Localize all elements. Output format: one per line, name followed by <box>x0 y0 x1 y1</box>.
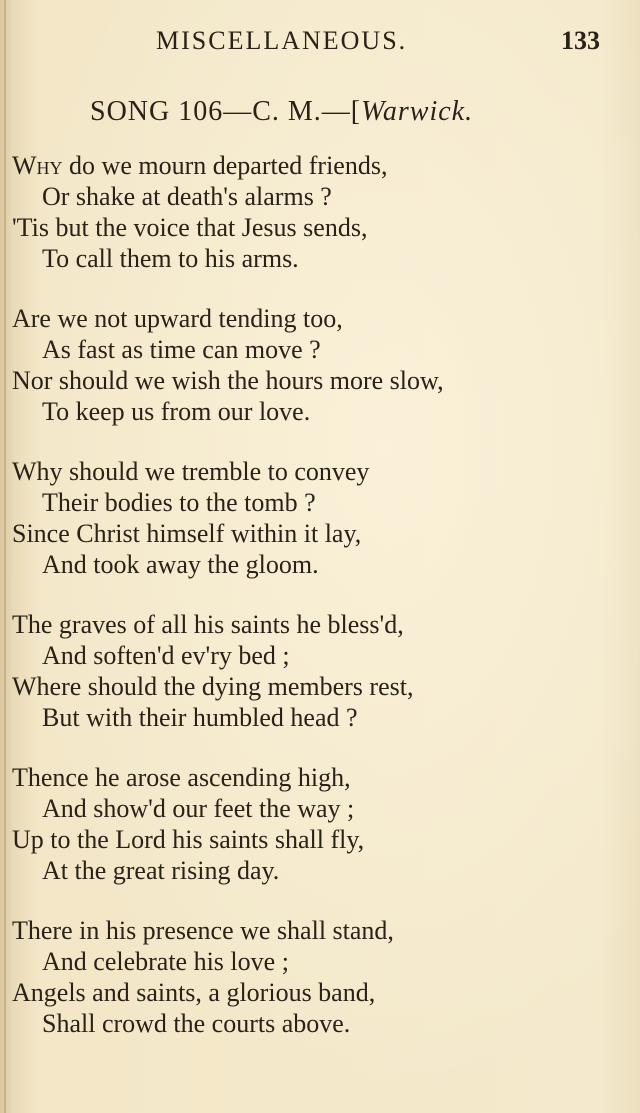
stanza-1 <box>12 150 632 274</box>
song-heading <box>90 96 473 128</box>
verse-line: Why should we tremble to convey <box>12 457 370 486</box>
verse-line: To keep us from our love. <box>42 397 311 426</box>
stanza-2 <box>12 303 632 427</box>
verse-line: At the great rising day. <box>42 856 280 885</box>
page-number: 133 <box>561 26 600 55</box>
song-number-meter: SONG 106—C. M.—[ <box>90 96 362 127</box>
verse-line: Nor should we wish the hours more slow, <box>12 366 444 395</box>
verse-line: Why do we mourn departed friends, <box>12 151 388 180</box>
verse-line: Since Christ himself within it lay, <box>12 519 362 548</box>
verse-line: To call them to his arms. <box>42 244 299 273</box>
verse-line: And soften'd ev'ry bed ; <box>42 641 290 670</box>
verse-line: And celebrate his love ; <box>42 947 289 976</box>
verse-line: Where should the dying members rest, <box>12 672 414 701</box>
verse-line: 'Tis but the voice that Jesus sends, <box>12 213 368 242</box>
verse-line: Angels and saints, a glorious band, <box>12 978 376 1007</box>
verse-line: Their bodies to the tomb ? <box>42 488 316 517</box>
stanza-6 <box>12 915 632 1039</box>
page-gutter <box>4 0 6 1113</box>
hymn-text <box>12 150 632 1068</box>
stanza-3 <box>12 456 632 580</box>
running-head: MISCELLANEOUS. <box>156 26 408 55</box>
verse-line: Thence he arose ascending high, <box>12 763 351 792</box>
opening-word: Why <box>12 151 63 180</box>
verse-line: Are we not upward tending too, <box>12 304 343 333</box>
stanza-4 <box>12 609 632 733</box>
verse-line: But with their humbled head ? <box>42 703 358 732</box>
verse-line: Up to the Lord his saints shall fly, <box>12 825 365 854</box>
page-header <box>0 24 640 64</box>
verse-line: And show'd our feet the way ; <box>42 794 355 823</box>
verse-line: And took away the gloom. <box>42 550 319 579</box>
stanza-5 <box>12 762 632 886</box>
verse-line: There in his presence we shall stand, <box>12 916 394 945</box>
verse-line: As fast as time can move ? <box>42 335 321 364</box>
verse-line: The graves of all his saints he bless'd, <box>12 610 404 639</box>
verse-line: Shall crowd the courts above. <box>42 1009 351 1038</box>
tune-name: Warwick. <box>361 96 474 127</box>
verse-line: Or shake at death's alarms ? <box>42 182 332 211</box>
